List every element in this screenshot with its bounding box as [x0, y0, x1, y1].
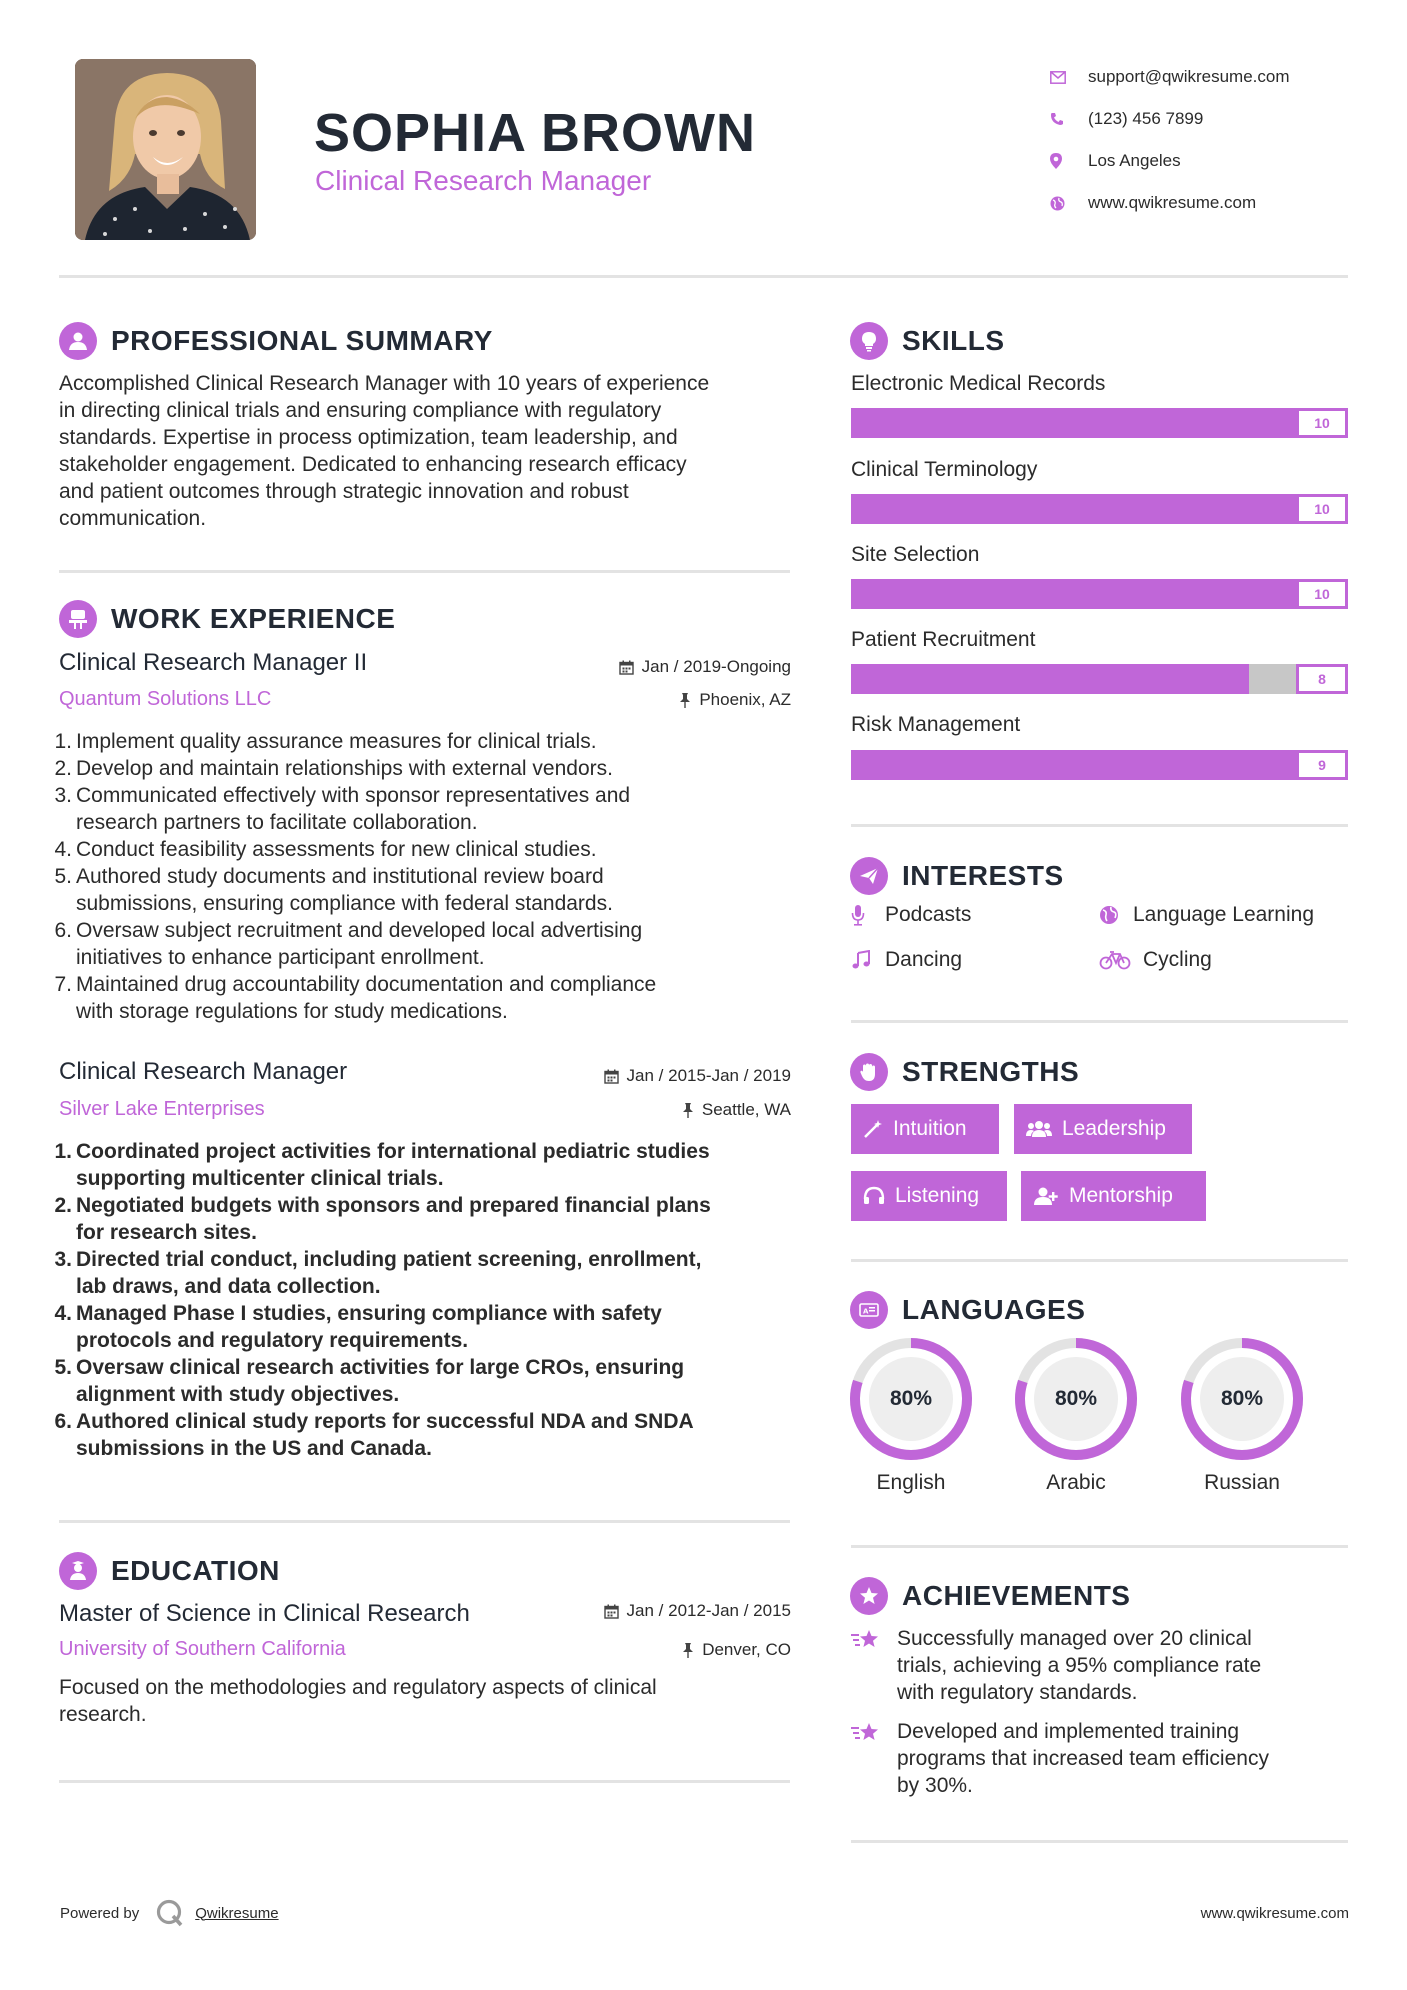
- globe-icon: [1099, 905, 1127, 925]
- language-english: [849, 1337, 973, 1495]
- language-icon: [850, 1291, 888, 1329]
- skill-score: 9: [1296, 750, 1348, 780]
- footer-website[interactable]: www.qwikresume.com: [1200, 1905, 1349, 1922]
- list-num: 6.: [54, 919, 72, 942]
- calendar-icon: [604, 1604, 619, 1619]
- headphones-icon: [863, 1186, 885, 1206]
- contact-email-text: support@qwikresume.com: [1088, 67, 1290, 86]
- list-num: 2.: [54, 1194, 72, 1217]
- skill-bar-fill: [851, 664, 1249, 694]
- globe-icon: [1050, 196, 1088, 211]
- pushpin-icon: [679, 693, 691, 708]
- strength-chip-listening: [851, 1171, 1007, 1221]
- achievement-item: [851, 1718, 1348, 1799]
- strength-label: Mentorship: [1069, 1184, 1173, 1207]
- education-line: Focused on the methodologies and regulatory aspects of clinical: [59, 1676, 657, 1699]
- achievement-item: [851, 1625, 1348, 1706]
- contact-email[interactable]: [1050, 56, 1380, 98]
- achievement-line: programs that increased team efficiency: [897, 1747, 1269, 1770]
- achievement-line: by 30%.: [897, 1774, 973, 1797]
- job-1-location-text: Phoenix, AZ: [699, 690, 791, 709]
- list-num: 1.: [54, 730, 72, 753]
- list-item: [54, 1192, 799, 1246]
- star-badge-icon: [850, 1577, 888, 1615]
- header-divider: [59, 275, 1348, 278]
- list-line: Oversaw clinical research activities for large CROs, ensuring: [76, 1356, 685, 1379]
- job-1-location: [480, 690, 791, 710]
- skill-bar: [851, 408, 1348, 438]
- summary-line: in directing clinical trials and ensuring compliance with regulatory: [59, 399, 662, 422]
- list-line: Coordinated project activities for international pediatric studies: [76, 1140, 710, 1163]
- list-line: supporting multicenter clinical trials.: [76, 1167, 444, 1190]
- skill-label: Risk Management: [851, 713, 1021, 736]
- strength-chip-leadership: [1014, 1104, 1192, 1154]
- list-line: Develop and maintain relationships with external vendors.: [76, 757, 613, 780]
- list-item: [54, 1300, 799, 1354]
- achievements-divider: [851, 1840, 1348, 1843]
- list-item: [54, 836, 794, 863]
- contact-location-text: Los Angeles: [1088, 151, 1181, 170]
- contact-phone-text: (123) 456 7899: [1088, 109, 1204, 128]
- list-line: Maintained drug accountability documentation and compliance: [76, 973, 657, 996]
- lightbulb-icon: [850, 322, 888, 360]
- hand-icon: [850, 1053, 888, 1091]
- list-item: [54, 1408, 799, 1462]
- interest-label: Dancing: [885, 948, 963, 971]
- education-description: [59, 1674, 799, 1728]
- language-arabic: [1014, 1337, 1138, 1495]
- achievement-line: Successfully managed over 20 clinical: [897, 1627, 1252, 1650]
- language-percent: 80%: [1054, 1387, 1098, 1410]
- skill-label: Site Selection: [851, 543, 980, 566]
- envelope-icon: [1050, 71, 1088, 84]
- job-2-duties: [54, 1138, 799, 1462]
- skill-score: 8: [1296, 664, 1348, 694]
- list-num: 3.: [54, 784, 72, 807]
- language-percent: 80%: [1220, 1387, 1264, 1410]
- list-num: 5.: [54, 865, 72, 888]
- education-heading: [59, 1552, 280, 1590]
- list-item: [54, 782, 794, 836]
- language-name: Arabic: [1046, 1471, 1106, 1494]
- strengths-heading: [850, 1053, 1079, 1091]
- skill-score: 10: [1296, 408, 1348, 438]
- strength-chip-intuition: [851, 1104, 999, 1154]
- qwikresume-logo-icon: [155, 1898, 185, 1928]
- list-num: 4.: [54, 1302, 72, 1325]
- skill-bar: [851, 494, 1348, 524]
- profile-photo: [75, 59, 256, 240]
- user-plus-icon: [1033, 1186, 1059, 1206]
- interest-dancing: [851, 948, 962, 972]
- summary-line: standards. Expertise in process optimization, team leadership, and: [59, 426, 678, 449]
- education-line: research.: [59, 1703, 147, 1726]
- skill-score: 10: [1296, 494, 1348, 524]
- interest-cycling: [1099, 948, 1212, 972]
- summary-heading: [59, 322, 493, 360]
- languages-title: LANGUAGES: [902, 1294, 1086, 1325]
- pushpin-icon: [682, 1643, 694, 1658]
- language-name: English: [876, 1471, 946, 1494]
- strength-label: Intuition: [893, 1117, 967, 1140]
- language-percent: 80%: [889, 1387, 933, 1410]
- list-line: Directed trial conduct, including patient screening, enrollment,: [76, 1248, 702, 1271]
- strength-chip-mentorship: [1021, 1171, 1206, 1221]
- skill-bar-fill: [851, 408, 1348, 438]
- list-num: 4.: [54, 838, 72, 861]
- interests-divider: [851, 1020, 1348, 1023]
- job-1-dates: [480, 657, 791, 677]
- list-line: alignment with study objectives.: [76, 1383, 400, 1406]
- education-degree: Master of Science in Clinical Research: [59, 1600, 470, 1627]
- portrait-image: [75, 59, 256, 240]
- education-title: EDUCATION: [111, 1555, 280, 1586]
- interest-language-learning: [1099, 903, 1314, 927]
- strength-label: Leadership: [1062, 1117, 1166, 1140]
- calendar-icon: [604, 1069, 619, 1084]
- skill-label: Electronic Medical Records: [851, 372, 1106, 395]
- contact-website[interactable]: [1050, 182, 1380, 224]
- qwikresume-link[interactable]: Qwikresume: [195, 1904, 279, 1922]
- powered-by-text: Powered by: [60, 1904, 140, 1922]
- language-russian: [1180, 1337, 1304, 1495]
- list-item: [54, 863, 794, 917]
- contact-block: [1050, 56, 1380, 224]
- briefcase-icon: [59, 600, 97, 638]
- skills-title: SKILLS: [902, 325, 1005, 356]
- interest-podcasts: [851, 903, 971, 927]
- map-pin-icon: [1050, 153, 1088, 169]
- interest-label: Podcasts: [885, 903, 972, 926]
- skill-bar-fill: [851, 750, 1298, 780]
- list-num: 7.: [54, 973, 72, 996]
- education-school: University of Southern California: [59, 1638, 346, 1660]
- candidate-name: SOPHIA BROWN: [314, 103, 756, 163]
- shooting-star-icon: [851, 1625, 897, 1706]
- summary-line: Accomplished Clinical Research Manager with 10 years of experience: [59, 372, 710, 395]
- education-dates-text: Jan / 2012-Jan / 2015: [626, 1601, 791, 1620]
- list-line: Conduct feasibility assessments for new clinical studies.: [76, 838, 597, 861]
- strength-label: Listening: [895, 1184, 980, 1207]
- paper-plane-icon: [850, 857, 888, 895]
- job-2-dates-text: Jan / 2015-Jan / 2019: [626, 1066, 791, 1085]
- list-line: with storage regulations for study medications.: [76, 1000, 508, 1023]
- magic-wand-icon: [863, 1119, 883, 1139]
- interest-label: Language Learning: [1133, 903, 1315, 926]
- list-num: 5.: [54, 1356, 72, 1379]
- svg-text:A: A: [863, 1307, 869, 1316]
- list-num: 6.: [54, 1410, 72, 1433]
- user-icon: [59, 322, 97, 360]
- work-divider: [59, 1520, 790, 1523]
- skill-bar: [851, 664, 1348, 694]
- summary-line: and patient outcomes through strategic innovation and robust: [59, 480, 629, 503]
- job-1-company: Quantum Solutions LLC: [59, 688, 272, 710]
- list-item: [54, 971, 794, 1025]
- achievements-title: ACHIEVEMENTS: [902, 1580, 1131, 1611]
- education-location: [480, 1640, 791, 1660]
- summary-divider: [59, 570, 790, 573]
- summary-line: communication.: [59, 507, 207, 530]
- interest-label: Cycling: [1143, 948, 1212, 971]
- list-line: Authored study documents and institutional review board: [76, 865, 604, 888]
- strengths-title: STRENGTHS: [902, 1056, 1080, 1087]
- list-item: [54, 1246, 799, 1300]
- job-1-duties: [54, 728, 794, 1025]
- list-line: lab draws, and data collection.: [76, 1275, 381, 1298]
- bicycle-icon: [1099, 950, 1137, 970]
- contact-website-text: www.qwikresume.com: [1088, 193, 1257, 212]
- education-dates: [480, 1601, 791, 1621]
- list-line: submissions, ensuring compliance with federal standards.: [76, 892, 613, 915]
- contact-phone[interactable]: [1050, 98, 1380, 140]
- job-2-company: Silver Lake Enterprises: [59, 1098, 265, 1120]
- list-item: [54, 917, 794, 971]
- languages-divider: [851, 1545, 1348, 1548]
- list-num: 2.: [54, 757, 72, 780]
- list-item: [54, 755, 794, 782]
- languages-heading: [850, 1291, 1085, 1329]
- list-line: Negotiated budgets with sponsors and prepared financial plans: [76, 1194, 711, 1217]
- interests-heading: [850, 857, 1064, 895]
- strengths-divider: [851, 1259, 1348, 1262]
- job-2-location: [480, 1100, 791, 1120]
- music-note-icon: [851, 950, 879, 970]
- achievements-heading: [850, 1577, 1130, 1615]
- list-num: 3.: [54, 1248, 72, 1271]
- skill-bar: [851, 750, 1348, 780]
- list-line: research partners to facilitate collaboration.: [76, 811, 478, 834]
- work-title: WORK EXPERIENCE: [111, 603, 396, 634]
- microphone-icon: [851, 904, 879, 926]
- skill-score: 10: [1296, 579, 1348, 609]
- list-line: submissions in the US and Canada.: [76, 1437, 432, 1460]
- skill-label: Clinical Terminology: [851, 458, 1038, 481]
- pushpin-icon: [682, 1103, 694, 1118]
- list-line: Managed Phase I studies, ensuring compliance with safety: [76, 1302, 662, 1325]
- language-name: Russian: [1204, 1471, 1280, 1494]
- achievement-line: trials, achieving a 95% compliance rate: [897, 1654, 1262, 1677]
- summary-line: stakeholder engagement. Dedicated to enhancing research efficacy: [59, 453, 687, 476]
- list-line: Authored clinical study reports for successful NDA and SNDA: [76, 1410, 694, 1433]
- list-line: Implement quality assurance measures for clinical trials.: [76, 730, 597, 753]
- summary-text: [59, 370, 799, 532]
- footer-powered-by: [60, 1898, 279, 1928]
- list-line: protocols and regulatory requirements.: [76, 1329, 469, 1352]
- summary-title: PROFESSIONAL SUMMARY: [111, 325, 493, 356]
- skill-bar-fill: [851, 494, 1348, 524]
- list-line: Oversaw subject recruitment and developed local advertising: [76, 919, 643, 942]
- job-2-title: Clinical Research Manager: [59, 1058, 348, 1085]
- skill-bar-fill: [851, 579, 1348, 609]
- education-divider: [59, 1780, 790, 1783]
- interests-title: INTERESTS: [902, 860, 1064, 891]
- users-icon: [1026, 1119, 1052, 1139]
- phone-icon: [1050, 112, 1088, 126]
- work-heading: [59, 600, 395, 638]
- skill-label: Patient Recruitment: [851, 628, 1036, 651]
- calendar-icon: [619, 660, 634, 675]
- list-line: Communicated effectively with sponsor representatives and: [76, 784, 631, 807]
- job-1-title: Clinical Research Manager II: [59, 649, 368, 676]
- achievement-line: with regulatory standards.: [897, 1681, 1138, 1704]
- education-location-text: Denver, CO: [702, 1640, 791, 1659]
- list-item: [54, 1138, 799, 1192]
- graduation-icon: [59, 1552, 97, 1590]
- list-line: for research sites.: [76, 1221, 257, 1244]
- list-item: [54, 1354, 799, 1408]
- job-1-dates-text: Jan / 2019-Ongoing: [641, 657, 791, 676]
- job-2-dates: [480, 1066, 791, 1086]
- list-num: 1.: [54, 1140, 72, 1163]
- skills-divider: [851, 824, 1348, 827]
- shooting-star-icon: [851, 1718, 897, 1799]
- skill-bar: [851, 579, 1348, 609]
- list-line: initiatives to enhance participant enrollment.: [76, 946, 485, 969]
- achievement-line: Developed and implemented training: [897, 1720, 1240, 1743]
- contact-location: [1050, 140, 1380, 182]
- skills-heading: [850, 322, 1005, 360]
- job-2-location-text: Seattle, WA: [701, 1100, 791, 1119]
- list-item: [54, 728, 794, 755]
- candidate-role: Clinical Research Manager: [315, 165, 652, 196]
